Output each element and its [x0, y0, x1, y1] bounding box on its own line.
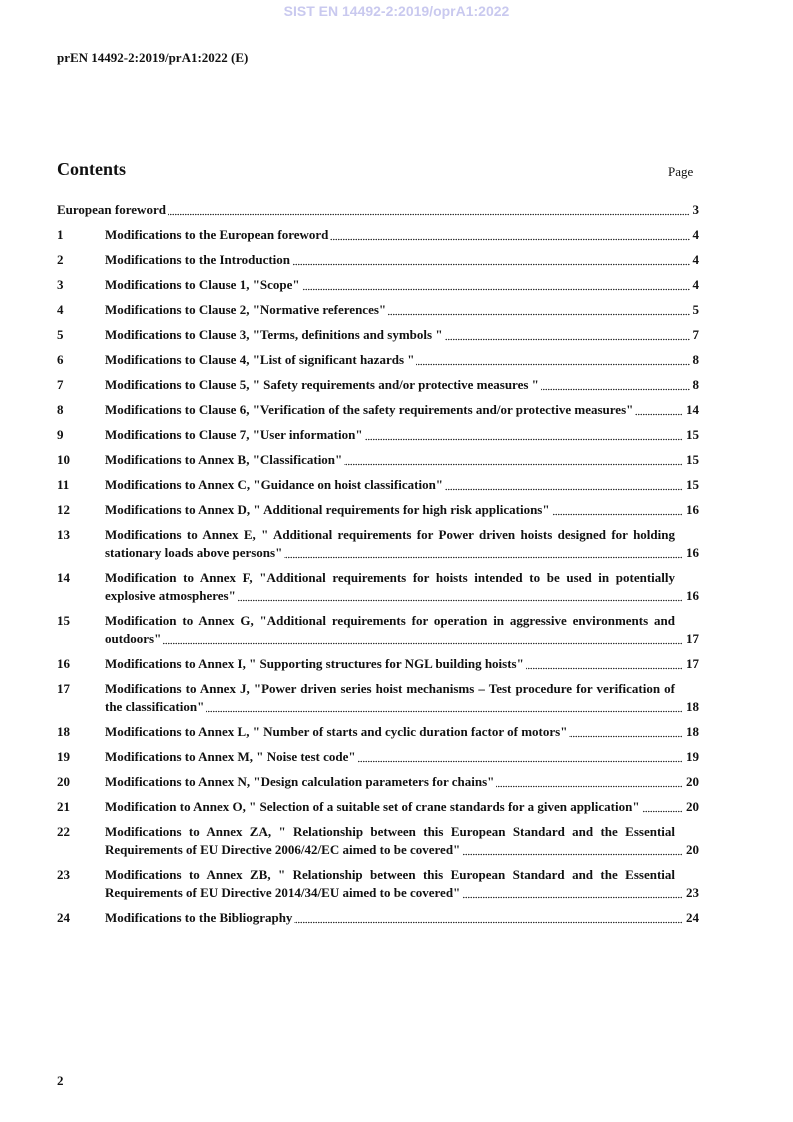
toc-entry-page: 18 [683, 723, 699, 741]
toc-entry-title: Modifications to the European foreword [105, 227, 329, 242]
toc-entry-title: Modifications to Annex D, " Additional requirements for high risk applications" [105, 502, 550, 517]
toc-entry-title: Modifications to Clause 5, " Safety requirements and/or protective measures " [105, 377, 539, 392]
toc-entry-number: 22 [57, 824, 70, 839]
toc-entry-number: 7 [57, 377, 64, 392]
toc-entry-number: 11 [57, 477, 70, 492]
toc-entry-title: Modifications to the Introduction [105, 252, 291, 267]
toc-entry-title: Modifications to Clause 3, "Terms, definitions and symbols " [105, 327, 443, 342]
toc-entry-page: 7 [690, 326, 700, 344]
toc-entry-title: Modifications to the Bibliography [105, 910, 293, 925]
toc-entry-title: Modification to Annex F, "Additional requirements for hoists intended to be used in potentially explosive atmospheres" [105, 570, 675, 603]
contents-heading: Contents [57, 159, 127, 179]
toc-entry[interactable] [57, 748, 699, 766]
toc-entry-page: 24 [683, 909, 699, 927]
toc-entry-number: 15 [57, 613, 70, 628]
toc-entry[interactable] [57, 773, 699, 791]
toc-entry-page: 20 [683, 841, 699, 859]
toc-entry[interactable] [57, 351, 699, 369]
toc-entry[interactable] [57, 723, 699, 741]
toc-entry-title: Modifications to Clause 4, "List of significant hazards " [105, 352, 415, 367]
toc-entry-page: 16 [683, 544, 699, 562]
toc-entry[interactable] [57, 301, 699, 319]
toc-entry-title: Modifications to Annex I, " Supporting structures for NGL building hoists" [105, 656, 524, 671]
toc-entry-number: 18 [57, 724, 70, 739]
toc-entry-page: 5 [690, 301, 700, 319]
toc-entry[interactable] [57, 866, 699, 902]
toc-entry-page: 15 [683, 476, 699, 494]
toc-entry[interactable] [57, 426, 699, 444]
toc-entry-title: Modifications to Clause 1, "Scope" [105, 277, 300, 292]
table-of-contents [57, 201, 699, 934]
toc-entry[interactable] [57, 226, 699, 244]
toc-entry-number: 5 [57, 327, 64, 342]
toc-entry[interactable] [57, 501, 699, 519]
page-number: 2 [57, 1073, 64, 1088]
toc-entry-page: 17 [683, 655, 699, 673]
toc-entry-page: 4 [690, 226, 700, 244]
toc-entry-page: 3 [690, 201, 700, 219]
toc-entry-title: European foreword [57, 202, 166, 217]
toc-entry-page: 23 [683, 884, 699, 902]
toc-entry-page: 16 [683, 587, 699, 605]
toc-entry-title: Modifications to Annex ZB, " Relationship between this European Standard and the Essential Requirements of EU Directive 2014/34/EU aimed to be covered" [105, 867, 675, 900]
toc-entry-number: 14 [57, 570, 70, 585]
toc-entry-number: 24 [57, 910, 70, 925]
document-id-header: prEN 14492-2:2019/prA1:2022 (E) [57, 50, 249, 65]
toc-entry-foreword[interactable] [57, 201, 699, 219]
toc-entry[interactable] [57, 401, 699, 419]
toc-entry-page: 8 [690, 351, 700, 369]
toc-entry-title: Modifications to Annex E, " Additional requirements for Power driven hoists designed for holding stationary loads above persons" [105, 527, 675, 560]
toc-entry-number: 23 [57, 867, 70, 882]
toc-entry-number: 19 [57, 749, 70, 764]
toc-entry-number: 12 [57, 502, 70, 517]
toc-entry-number: 10 [57, 452, 70, 467]
toc-entry-number: 6 [57, 352, 64, 367]
toc-entry[interactable] [57, 251, 699, 269]
toc-entry[interactable] [57, 655, 699, 673]
toc-entry-page: 4 [690, 251, 700, 269]
toc-entry-number: 1 [57, 227, 64, 242]
toc-entry[interactable] [57, 376, 699, 394]
toc-entry-page: 20 [683, 773, 699, 791]
toc-entry-page: 20 [683, 798, 699, 816]
toc-entry-page: 17 [683, 630, 699, 648]
toc-entry[interactable] [57, 798, 699, 816]
toc-entry[interactable] [57, 612, 699, 648]
toc-entry-title: Modifications to Annex J, "Power driven series hoist mechanisms – Test procedure for verification of the classification" [105, 681, 675, 714]
toc-entry-page: 15 [683, 426, 699, 444]
toc-entry-number: 20 [57, 774, 70, 789]
toc-entry-page: 19 [683, 748, 699, 766]
toc-entry-page: 16 [683, 501, 699, 519]
toc-entry-number: 9 [57, 427, 64, 442]
toc-entry-page: 8 [690, 376, 700, 394]
toc-entry[interactable] [57, 526, 699, 562]
toc-entry-title: Modifications to Annex N, "Design calculation parameters for chains" [105, 774, 495, 789]
toc-entry[interactable] [57, 326, 699, 344]
toc-entry[interactable] [57, 823, 699, 859]
toc-entry[interactable] [57, 680, 699, 716]
toc-entry-number: 13 [57, 527, 70, 542]
toc-entry-page: 15 [683, 451, 699, 469]
toc-entry-title: Modifications to Clause 2, "Normative references" [105, 302, 387, 317]
toc-entry-title: Modifications to Annex ZA, " Relationship between this European Standard and the Essential Requirements of EU Directive 2006/42/EC aimed to be covered" [105, 824, 675, 857]
toc-entry-number: 16 [57, 656, 70, 671]
toc-entry-number: 4 [57, 302, 64, 317]
page-column-label: Page [668, 164, 694, 179]
toc-entry[interactable] [57, 909, 699, 927]
toc-entry-number: 8 [57, 402, 64, 417]
toc-entry-number: 3 [57, 277, 64, 292]
toc-entry-title: Modifications to Clause 6, "Verification of the safety requirements and/or protective measures" [105, 402, 634, 417]
toc-entry-title: Modifications to Annex M, " Noise test code" [105, 749, 356, 764]
toc-entry-title: Modifications to Annex C, "Guidance on hoist classification" [105, 477, 444, 492]
toc-entry-page: 18 [683, 698, 699, 716]
toc-entry[interactable] [57, 476, 699, 494]
toc-entry-title: Modifications to Annex B, "Classification" [105, 452, 343, 467]
toc-entry-title: Modification to Annex O, " Selection of a suitable set of crane standards for a given application" [105, 799, 640, 814]
toc-entry-title: Modifications to Clause 7, "User information" [105, 427, 363, 442]
toc-entry-number: 2 [57, 252, 64, 267]
toc-entry-title: Modification to Annex G, "Additional requirements for operation in aggressive environments and outdoors" [105, 613, 675, 646]
toc-entry-page: 4 [690, 276, 700, 294]
toc-entry-page: 14 [683, 401, 699, 419]
toc-entry[interactable] [57, 276, 699, 294]
toc-entry[interactable] [57, 451, 699, 469]
toc-entry[interactable] [57, 569, 699, 605]
watermark: SIST EN 14492-2:2019/oprA1:2022 [283, 3, 510, 19]
toc-entry-title: Modifications to Annex L, " Number of starts and cyclic duration factor of motors" [105, 724, 568, 739]
toc-entry-number: 17 [57, 681, 70, 696]
toc-entry-number: 21 [57, 799, 70, 814]
